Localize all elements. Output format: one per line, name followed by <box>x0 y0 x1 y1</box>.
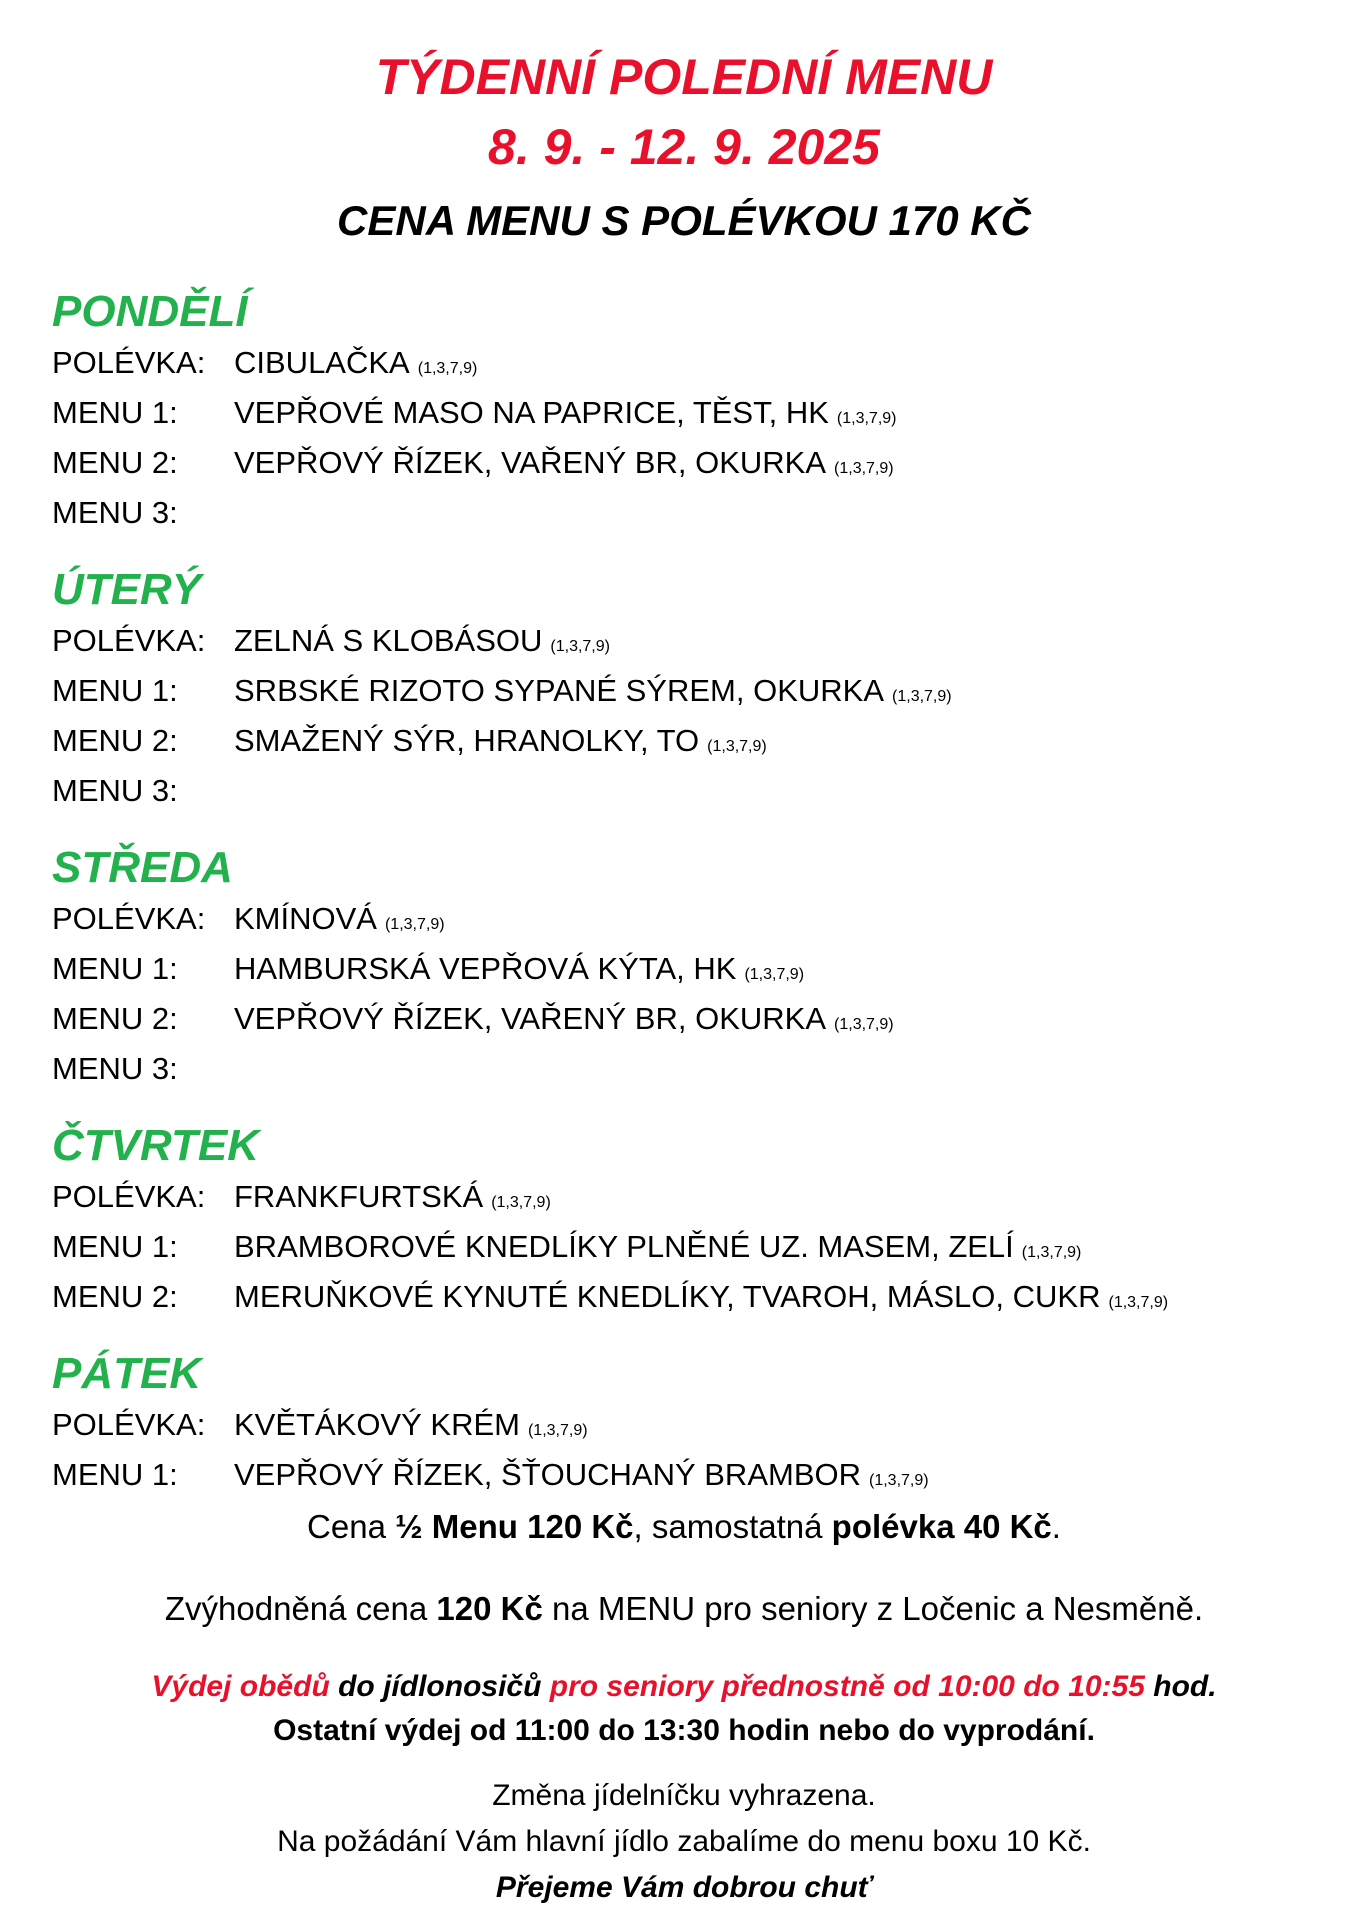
price-text: . <box>1051 1508 1061 1545</box>
day-name: PONDĚLÍ <box>52 287 248 336</box>
menu-row <box>52 719 1332 769</box>
senior-text: Zvýhodněná cena <box>164 1590 437 1627</box>
allergens: (1,3,7,9) <box>384 916 445 933</box>
box-note: Na požádání Vám hlavní jídlo zabalíme do menu boxu 10 Kč. <box>277 1825 1091 1858</box>
dish-name: VEPŘOVÝ ŘÍZEK, VAŘENÝ BR, OKURKA <box>234 1001 827 1036</box>
menu-row-label: MENU 3: <box>52 495 178 530</box>
menu-row-label: MENU 3: <box>52 773 178 808</box>
menu-row <box>52 997 1332 1047</box>
menu-row-label: MENU 3: <box>52 1051 178 1086</box>
menu-title: TÝDENNÍ POLEDNÍ MENU <box>375 49 993 105</box>
allergens: (1,3,7,9) <box>707 738 767 755</box>
menu-row-label: MENU 1: <box>52 395 178 430</box>
menu-row-label: MENU 2: <box>52 1001 178 1036</box>
dish-name: FRANKFURTSKÁ <box>234 1179 484 1214</box>
allergens: (1,3,7,9) <box>836 410 897 427</box>
menu-row-dish <box>234 1175 1332 1225</box>
menu-row <box>52 1175 1332 1225</box>
menu-row-label: POLÉVKA: <box>52 901 206 936</box>
dish-name: BRAMBOROVÉ KNEDLÍKY PLNĚNÉ UZ. MASEM, ZELÍ <box>234 1229 1014 1264</box>
menu-row <box>52 491 1332 541</box>
menu-row-dish <box>234 1403 1332 1453</box>
day-section <box>52 561 1332 819</box>
dish-name: CIBULAČKA <box>234 345 410 380</box>
day-name: STŘEDA <box>52 843 233 892</box>
dish-name: SRBSKÉ RIZOTO SYPANÉ SÝREM, OKURKA <box>234 673 885 708</box>
day-section <box>52 283 1332 541</box>
allergens: (1,3,7,9) <box>550 638 610 655</box>
dish-name: HAMBURSKÁ VEPŘOVÁ KÝTA, HK <box>234 951 737 986</box>
menu-row-dish <box>234 391 1332 441</box>
menu-row-dish <box>234 341 1332 391</box>
menu-row-label: MENU 1: <box>52 673 178 708</box>
menu-row-dish <box>234 1047 1332 1097</box>
issue-times-others: Ostatní výdej od 11:00 do 13:30 hodin nebo do vyprodání. <box>273 1714 1095 1747</box>
price-text: , samostatná <box>633 1508 832 1545</box>
menu-row <box>52 947 1332 997</box>
half-menu-price <box>0 1505 1368 1549</box>
dish-name: MERUŇKOVÉ KYNUTÉ KNEDLÍKY, TVAROH, MÁSLO, CUKR <box>234 1279 1101 1314</box>
change-note: Změna jídelníčku vyhrazena. <box>492 1779 876 1812</box>
issue-text: hod. <box>1144 1670 1217 1703</box>
menu-row-label: POLÉVKA: <box>52 1179 206 1214</box>
menu-row <box>52 1403 1332 1453</box>
dish-name: VEPŘOVÝ ŘÍZEK, ŠŤOUCHANÝ BRAMBOR <box>234 1457 861 1492</box>
dish-name: SMAŽENÝ SÝR, HRANOLKY, TO <box>234 723 700 758</box>
menu-row-dish <box>234 669 1332 719</box>
menu-row-label: MENU 2: <box>52 445 178 480</box>
menu-footer <box>0 1505 1368 1911</box>
senior-price-value: 120 Kč <box>436 1590 543 1627</box>
menu-row-label: MENU 2: <box>52 1279 178 1314</box>
days-list <box>52 283 1332 1523</box>
menu-price: CENA MENU S POLÉVKOU 170 KČ <box>337 197 1031 244</box>
menu-row <box>52 341 1332 391</box>
menu-row <box>52 769 1332 819</box>
menu-row-dish <box>234 947 1332 997</box>
allergens: (1,3,7,9) <box>491 1194 551 1211</box>
issue-text: Výdej obědů <box>151 1670 330 1703</box>
allergens: (1,3,7,9) <box>744 966 805 983</box>
menu-row-dish <box>234 441 1332 491</box>
allergens: (1,3,7,9) <box>417 360 478 377</box>
menu-row-label: POLÉVKA: <box>52 345 206 380</box>
menu-row-label: MENU 1: <box>52 1457 178 1492</box>
day-section <box>52 839 1332 1097</box>
day-name: PÁTEK <box>52 1349 202 1398</box>
dish-name: KMÍNOVÁ <box>234 901 377 936</box>
senior-price <box>0 1587 1368 1631</box>
menu-row-label: POLÉVKA: <box>52 1407 206 1442</box>
price-text: Cena <box>307 1508 396 1545</box>
issue-text: do jídlonosičů <box>329 1670 550 1703</box>
menu-row-label: MENU 1: <box>52 1229 178 1264</box>
menu-row <box>52 441 1332 491</box>
menu-row-dish <box>234 897 1332 947</box>
soup-price-value: polévka 40 Kč <box>831 1508 1052 1545</box>
menu-row-dish <box>234 619 1332 669</box>
menu-row <box>52 1225 1332 1275</box>
menu-row-dish <box>234 769 1332 819</box>
senior-text: na MENU pro seniory z Ločenic a Nesměně. <box>542 1590 1204 1627</box>
menu-row <box>52 391 1332 441</box>
allergens: (1,3,7,9) <box>869 1472 929 1489</box>
menu-row-dish <box>234 1275 1332 1325</box>
allergens: (1,3,7,9) <box>1108 1294 1169 1311</box>
allergens: (1,3,7,9) <box>892 688 952 705</box>
menu-row <box>52 1047 1332 1097</box>
menu-dates: 8. 9. - 12. 9. 2025 <box>488 119 880 175</box>
menu-row <box>52 669 1332 719</box>
menu-row <box>52 1453 1332 1503</box>
menu-row <box>52 897 1332 947</box>
half-menu-price-value: ½ Menu 120 Kč <box>395 1508 634 1545</box>
dish-name: VEPŘOVÉ MASO NA PAPRICE, TĚST, HK <box>234 395 829 430</box>
day-name: ČTVRTEK <box>52 1121 259 1170</box>
allergens: (1,3,7,9) <box>834 460 894 477</box>
dish-name: KVĚTÁKOVÝ KRÉM <box>234 1407 520 1442</box>
menu-row-dish <box>234 1453 1332 1503</box>
menu-row-label: MENU 1: <box>52 951 178 986</box>
wish-text: Přejeme Vám dobrou chuť <box>495 1871 873 1904</box>
menu-row <box>52 619 1332 669</box>
allergens: (1,3,7,9) <box>527 1422 588 1439</box>
menu-row <box>52 1275 1332 1325</box>
dish-name: VEPŘOVÝ ŘÍZEK, VAŘENÝ BR, OKURKA <box>234 445 827 480</box>
menu-row-dish <box>234 491 1332 541</box>
issue-text: pro seniory přednostně od 10:00 do 10:55 <box>549 1670 1145 1703</box>
menu-row-dish <box>234 997 1332 1047</box>
menu-row-dish <box>234 719 1332 769</box>
menu-row-label: MENU 2: <box>52 723 178 758</box>
dish-name: ZELNÁ S KLOBÁSOU <box>234 623 543 658</box>
day-section <box>52 1117 1332 1325</box>
allergens: (1,3,7,9) <box>834 1016 894 1033</box>
issue-times-seniors <box>0 1665 1368 1709</box>
day-name: ÚTERÝ <box>52 565 202 614</box>
menu-row-dish <box>234 1225 1332 1275</box>
day-section <box>52 1345 1332 1503</box>
menu-row-label: POLÉVKA: <box>52 623 206 658</box>
menu-header <box>0 42 1368 256</box>
allergens: (1,3,7,9) <box>1021 1244 1082 1261</box>
